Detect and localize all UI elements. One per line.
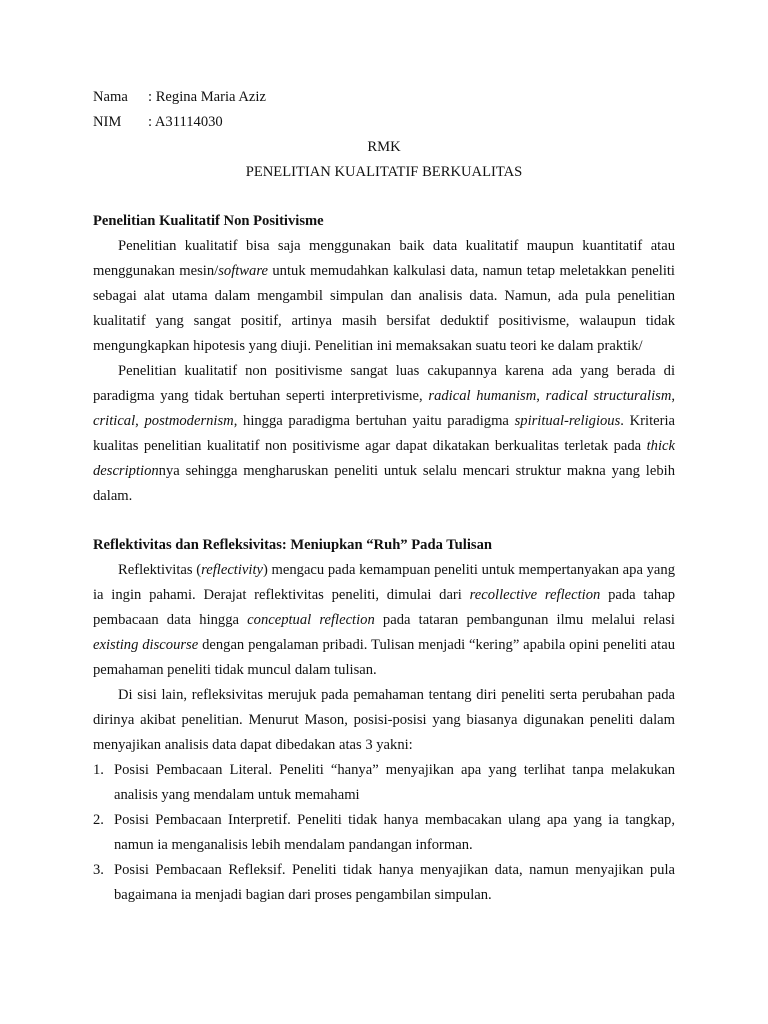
doc-title: PENELITIAN KUALITATIF BERKUALITAS [245, 164, 523, 180]
section2-paragraph-1: Reflektivitas (reflectivity) mengacu pada kemampuan peneliti untuk mempertanyakan apa yang ia ingin pahami. Derajat reflektivitas peneliti, dimulai dari recollective reflection pada tahap pembacaan data hingga conceptual reflection pada tataran pembangunan ilmu melalui relasi existing discourse dengan pengalaman pribadi. Tulisan menjadi “kering” apabila opini peneliti atau pemahaman peneliti tidak muncul dalam tulisan. [93, 562, 675, 678]
nim-row [93, 110, 675, 135]
nim-value: : A31114030 [148, 114, 223, 130]
list-number: 2. [93, 812, 104, 828]
section1-paragraph-1: Penelitian kualitatif bisa saja menggunakan baik data kualitatif maupun kuantitatif atau menggunakan mesin/software untuk memudahkan kalkulasi data, namun tetap meletakkan peneliti sebagai alat utama dalam mengambil simpulan dan analisis data. Namun, ada pula penelitian kualitatif yang sangat positif, artinya masih bersifat deduktif positivisme, walaupun tidak mengungkapkan hipotesis yang diuji. Penelitian ini memaksakan suatu teori ke dalam praktik/ [93, 238, 675, 354]
list-item-text: Posisi Pembacaan Interpretif. Peneliti tidak hanya membacakan ulang apa yang ia tangkap, namun ia menganalisis lebih mendalam pandangan informan. [114, 812, 675, 853]
list-item [93, 808, 675, 858]
doc-type: RMK [367, 139, 401, 155]
nim-label: NIM [93, 114, 122, 130]
list-number: 3. [93, 862, 104, 878]
section-heading-2: Reflektivitas dan Refleksivitas: Meniupkan “Ruh” Pada Tulisan [93, 537, 492, 553]
name-row [93, 85, 675, 110]
list-item [93, 758, 675, 808]
list-number: 1. [93, 762, 104, 778]
section2-paragraph-2: Di sisi lain, refleksivitas merujuk pada pemahaman tentang diri peneliti serta perubahan pada dirinya akibat penelitian. Menurut Mason, posisi-posisi yang biasanya digunakan peneliti dalam menyajikan analisis data dapat dibedakan atas 3 yakni: [93, 687, 675, 753]
list-item-text: Posisi Pembacaan Literal. Peneliti “hanya” menyajikan apa yang terlihat tanpa melakukan analisis yang mendalam untuk memahami [114, 762, 675, 803]
list-item-text: Posisi Pembacaan Refleksif. Peneliti tidak hanya menyajikan data, namun menyajikan pula bagaimana ia menjadi bagian dari proses pengambilan simpulan. [114, 862, 675, 903]
list-item [93, 858, 675, 908]
section1-paragraph-2: Penelitian kualitatif non positivisme sangat luas cakupannya karena ada yang berada di paradigma yang tidak bertuhan seperti interpretivisme, radical humanism, radical structuralism, critical, postmodernism, hingga paradigma bertuhan yaitu paradigma spiritual-religious. Kriteria kualitas penelitian kualitatif non positivisme agar dapat dikatakan berkualitas terletak pada thick descriptionnya sehingga mengharuskan peneliti untuk selalu mencari struktur makna yang lebih dalam. [93, 363, 676, 504]
reading-positions-list [93, 758, 675, 908]
name-label: Nama [93, 89, 128, 105]
name-value: : Regina Maria Aziz [148, 89, 266, 105]
section-heading-1: Penelitian Kualitatif Non Positivisme [93, 213, 324, 229]
